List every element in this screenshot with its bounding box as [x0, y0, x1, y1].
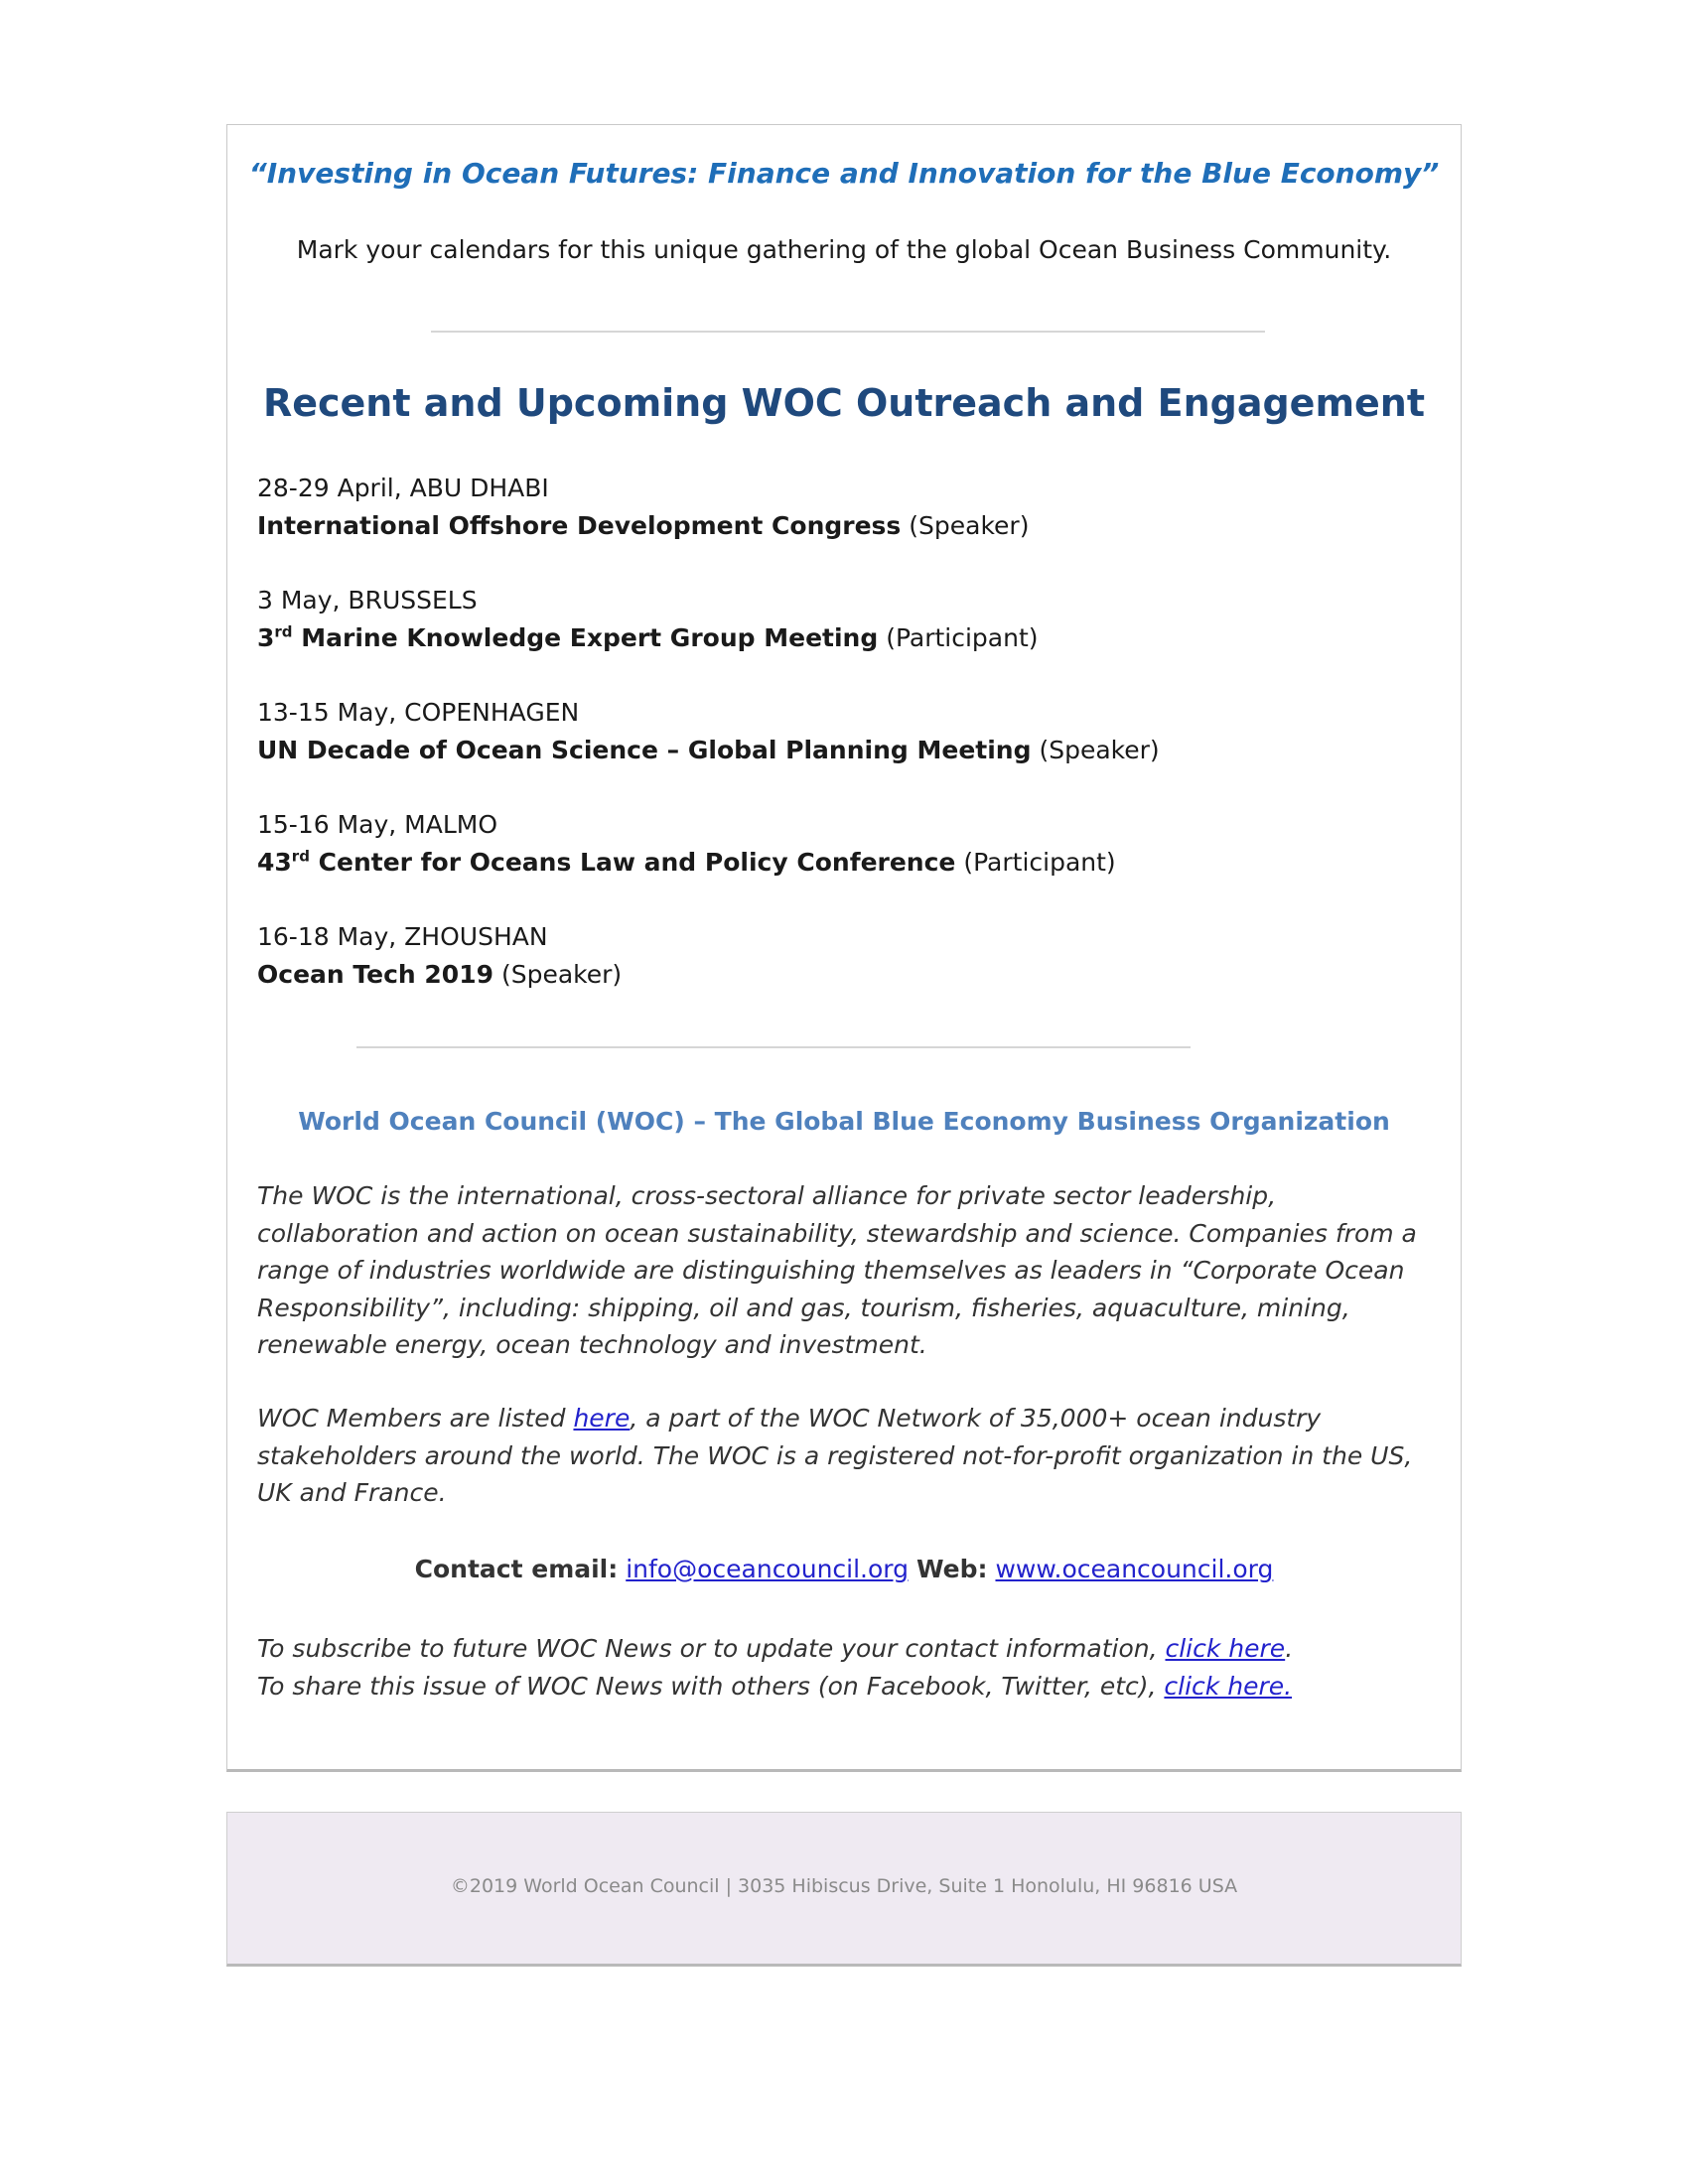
event-details [257, 619, 1429, 657]
divider [431, 331, 1265, 333]
members-text: WOC Members are listed [257, 1404, 574, 1433]
subscribe-end: . [1285, 1634, 1294, 1663]
event-title-text: 43 [257, 848, 292, 877]
contact-line [227, 1555, 1461, 1583]
subscribe-block [257, 1630, 1439, 1705]
event-role: (Speaker) [909, 511, 1030, 540]
event-title-text: International Offshore Development Congress [257, 511, 902, 540]
members-paragraph [257, 1400, 1439, 1512]
event-tagline: “Investing in Ocean Futures: Finance and Innovation for the Blue Economy” [248, 157, 1440, 190]
event-title-text: Ocean Tech 2019 [257, 960, 493, 989]
event-title [257, 511, 901, 540]
event-details [257, 956, 1429, 994]
event-details [257, 732, 1429, 769]
subscribe-line [257, 1630, 1439, 1668]
web-label: Web: [915, 1555, 988, 1583]
event-item [257, 694, 1429, 769]
members-link[interactable]: here [573, 1404, 631, 1433]
event-date: 15-16 May, MALMO [257, 810, 498, 839]
share-link[interactable]: click here. [1164, 1671, 1293, 1701]
event-title [257, 736, 1032, 764]
event-title-rest: Center for Oceans Law and Policy Conference [309, 848, 956, 877]
event-item [257, 582, 1429, 657]
contact-email-link[interactable]: info@oceancouncil.org [626, 1555, 910, 1583]
footer [226, 1812, 1462, 1967]
event-date: 3 May, BRUSSELS [257, 586, 478, 614]
event-details [257, 507, 1429, 545]
events-list [257, 470, 1429, 1030]
section-heading: Recent and Upcoming WOC Outreach and Engagement [262, 381, 1426, 425]
share-line [257, 1668, 1439, 1706]
event-title-sup: rd [291, 847, 310, 866]
event-role: (Speaker) [1039, 736, 1160, 764]
subscribe-link[interactable]: click here [1165, 1634, 1286, 1663]
share-text: To share this issue of WOC News with others (on Facebook, Twitter, etc), [257, 1671, 1165, 1701]
event-role: (Participant) [886, 623, 1039, 652]
event-role: (Speaker) [500, 960, 623, 989]
event-title [257, 960, 493, 989]
about-paragraph: The WOC is the international, cross-sectoral alliance for private sector leadership, collaboration and action on ocean sustainability, stewardship and science. Companies from a range of industries worldwide are distinguishing themselves as leaders in “Corporate Ocean Responsibility”, including: shipping, oil and gas, tourism, fisheries, aquaculture, mining, renewable energy, ocean technology and investment. [257, 1181, 1417, 1359]
event-title-rest: Marine Knowledge Expert Group Meeting [292, 623, 879, 652]
org-heading: World Ocean Council (WOC) – The Global Blue Economy Business Organization [298, 1107, 1390, 1136]
contact-email-label: Contact email: [414, 1555, 619, 1583]
footer-address: ©2019 World Ocean Council | 3035 Hibiscus Drive, Suite 1 Honolulu, HI 96816 USA [450, 1875, 1238, 1897]
event-item [257, 470, 1429, 545]
event-role: (Participant) [963, 848, 1116, 877]
event-title-text: UN Decade of Ocean Science – Global Planning Meeting [257, 736, 1032, 764]
event-item [257, 918, 1429, 994]
newsletter-panel [226, 124, 1462, 1772]
event-title-text: 3 [257, 623, 275, 652]
event-title [257, 848, 955, 877]
event-title [257, 623, 878, 652]
divider [356, 1046, 1191, 1048]
event-date: 13-15 May, COPENHAGEN [257, 698, 580, 727]
event-details [257, 844, 1429, 882]
subscribe-text: To subscribe to future WOC News or to update your contact information, [257, 1634, 1166, 1663]
event-date: 28-29 April, ABU DHABI [257, 474, 549, 502]
event-date: 16-18 May, ZHOUSHAN [257, 922, 548, 951]
event-item [257, 806, 1429, 882]
event-title-sup: rd [274, 622, 293, 641]
website-link[interactable]: www.oceancouncil.org [995, 1555, 1274, 1583]
members-text-rest: , a part of the WOC Network of 35,000+ ocean industry stakeholders around the world. The WOC is a registered not-for-profit organization in the US, UK and France. [257, 1404, 1413, 1507]
intro-text: Mark your calendars for this unique gathering of the global Ocean Business Community. [296, 235, 1392, 264]
